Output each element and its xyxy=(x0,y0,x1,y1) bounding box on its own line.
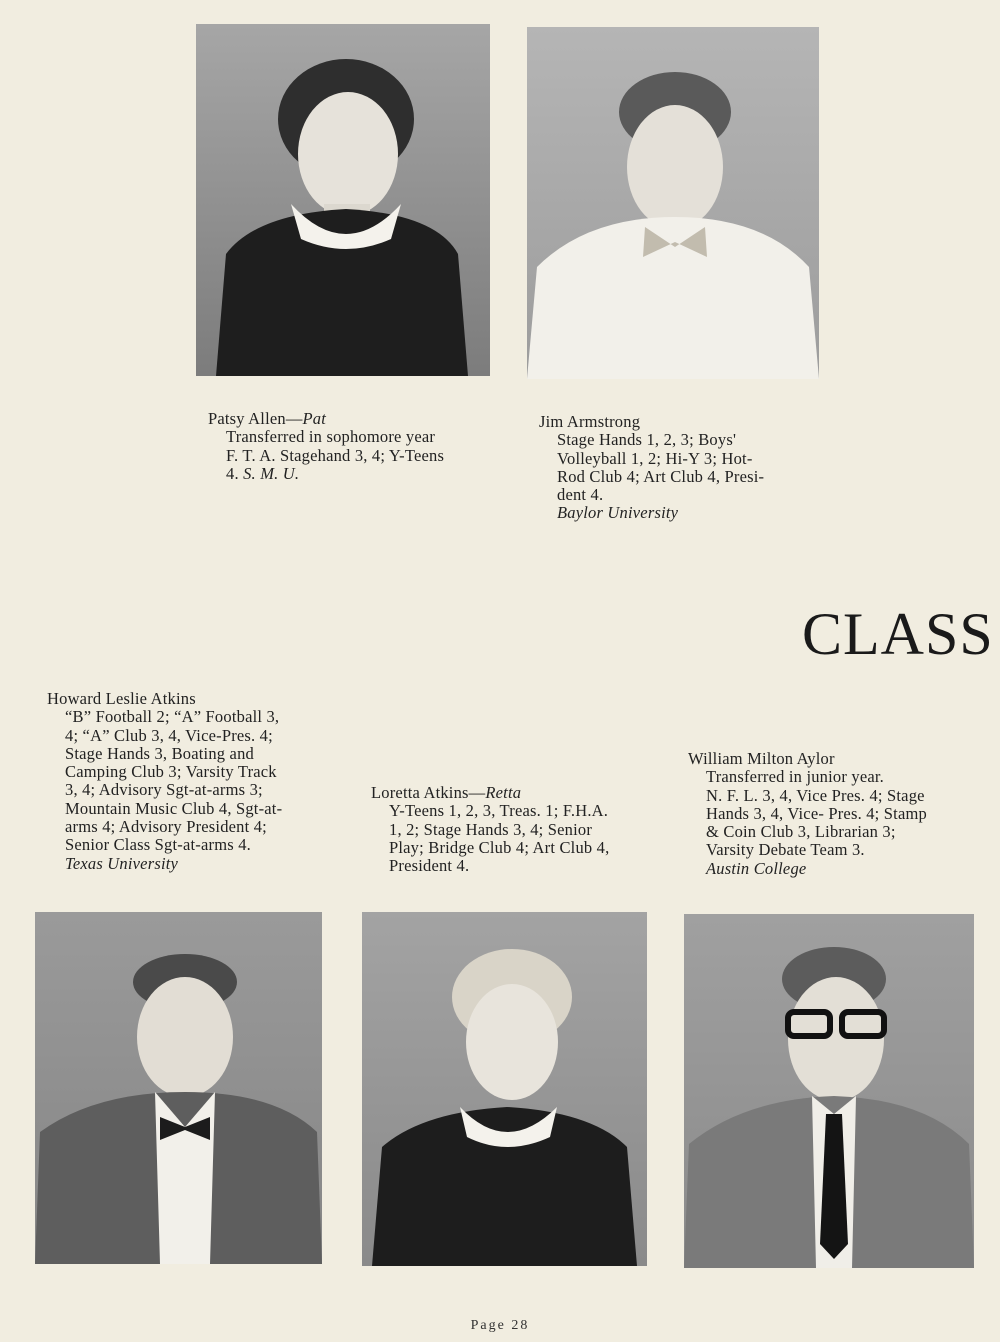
activity-line: Stage Hands 3, Boating and xyxy=(65,743,254,763)
senior-name: William Milton Aylor xyxy=(688,749,835,768)
activity-line: Transferred in junior year. xyxy=(706,767,884,787)
senior-college: Baylor University xyxy=(557,503,679,523)
senior-name: Jim Armstrong xyxy=(539,412,641,431)
activity-line: N. F. L. 3, 4, Vice Pres. 4; Stage xyxy=(706,785,925,805)
senior-college: S. M. U. xyxy=(243,463,300,483)
page-number: Page 28 xyxy=(470,1318,530,1333)
portrait-figure xyxy=(684,914,974,1268)
senior-name: Howard Leslie Atkins xyxy=(47,689,196,708)
activity-line: Varsity Debate Team 3. xyxy=(706,840,865,860)
section-heading: CLASS xyxy=(802,601,994,667)
bio-patsy-allen xyxy=(208,410,480,483)
activity-line: Mountain Music Club 4, Sgt-at- xyxy=(65,798,283,818)
portrait-william-milton-aylor xyxy=(684,914,974,1268)
bio-loretta-atkins xyxy=(371,784,643,875)
activity-line: Transferred in sophomore year xyxy=(226,427,436,447)
senior-college: Austin College xyxy=(706,858,807,878)
portrait-figure xyxy=(35,912,322,1264)
activity-line: Camping Club 3; Varsity Track xyxy=(65,762,277,782)
activity-line: & Coin Club 3, Librarian 3; xyxy=(706,822,896,842)
activity-line: 3, 4; Advisory Sgt-at-arms 3; xyxy=(65,780,263,800)
senior-activities xyxy=(688,768,962,859)
portrait-patsy-allen xyxy=(196,24,490,376)
senior-nickname: Retta xyxy=(485,783,522,802)
portrait-loretta-atkins xyxy=(362,912,647,1266)
senior-activities xyxy=(371,802,643,875)
activity-line: Rod Club 4; Art Club 4, Presi- xyxy=(557,466,765,486)
bio-howard-leslie-atkins xyxy=(47,690,319,873)
activity-line: Hands 3, 4, Vice- Pres. 4; Stamp xyxy=(706,803,927,823)
activity-line: President 4. xyxy=(389,856,470,876)
bio-jim-armstrong xyxy=(539,413,812,523)
portrait-figure xyxy=(527,27,819,379)
activity-line: arms 4; Advisory President 4; xyxy=(65,817,267,837)
portrait-figure xyxy=(196,24,490,376)
activity-line: Volleyball 1, 2; Hi-Y 3; Hot- xyxy=(557,448,753,468)
senior-activities xyxy=(208,428,480,483)
senior-college: Texas University xyxy=(65,853,179,873)
portrait-jim-armstrong xyxy=(527,27,819,379)
activity-line: 4. S. M. U. xyxy=(226,463,300,483)
portrait-howard-leslie-atkins xyxy=(35,912,322,1264)
activity-line: dent 4. xyxy=(557,485,604,505)
senior-name: Patsy Allen—Pat xyxy=(208,409,327,428)
senior-activities xyxy=(47,708,319,854)
activity-line: Play; Bridge Club 4; Art Club 4, xyxy=(389,837,610,857)
bio-william-milton-aylor xyxy=(688,750,962,878)
portrait-figure xyxy=(362,912,647,1266)
senior-name: Loretta Atkins—Retta xyxy=(371,783,522,802)
activity-line: Stage Hands 1, 2, 3; Boys' xyxy=(557,430,737,450)
senior-activities xyxy=(539,431,812,504)
activity-line: “B” Football 2; “A” Football 3, xyxy=(65,707,280,727)
activity-line: F. T. A. Stagehand 3, 4; Y-Teens xyxy=(226,445,445,465)
activity-line: 4; “A” Club 3, 4, Vice-Pres. 4; xyxy=(65,725,273,745)
activity-line: 1, 2; Stage Hands 3, 4; Senior xyxy=(389,819,593,839)
activity-line: Senior Class Sgt-at-arms 4. xyxy=(65,835,251,855)
activity-line: Y-Teens 1, 2, 3, Treas. 1; F.H.A. xyxy=(389,801,609,821)
senior-nickname: Pat xyxy=(302,409,327,428)
